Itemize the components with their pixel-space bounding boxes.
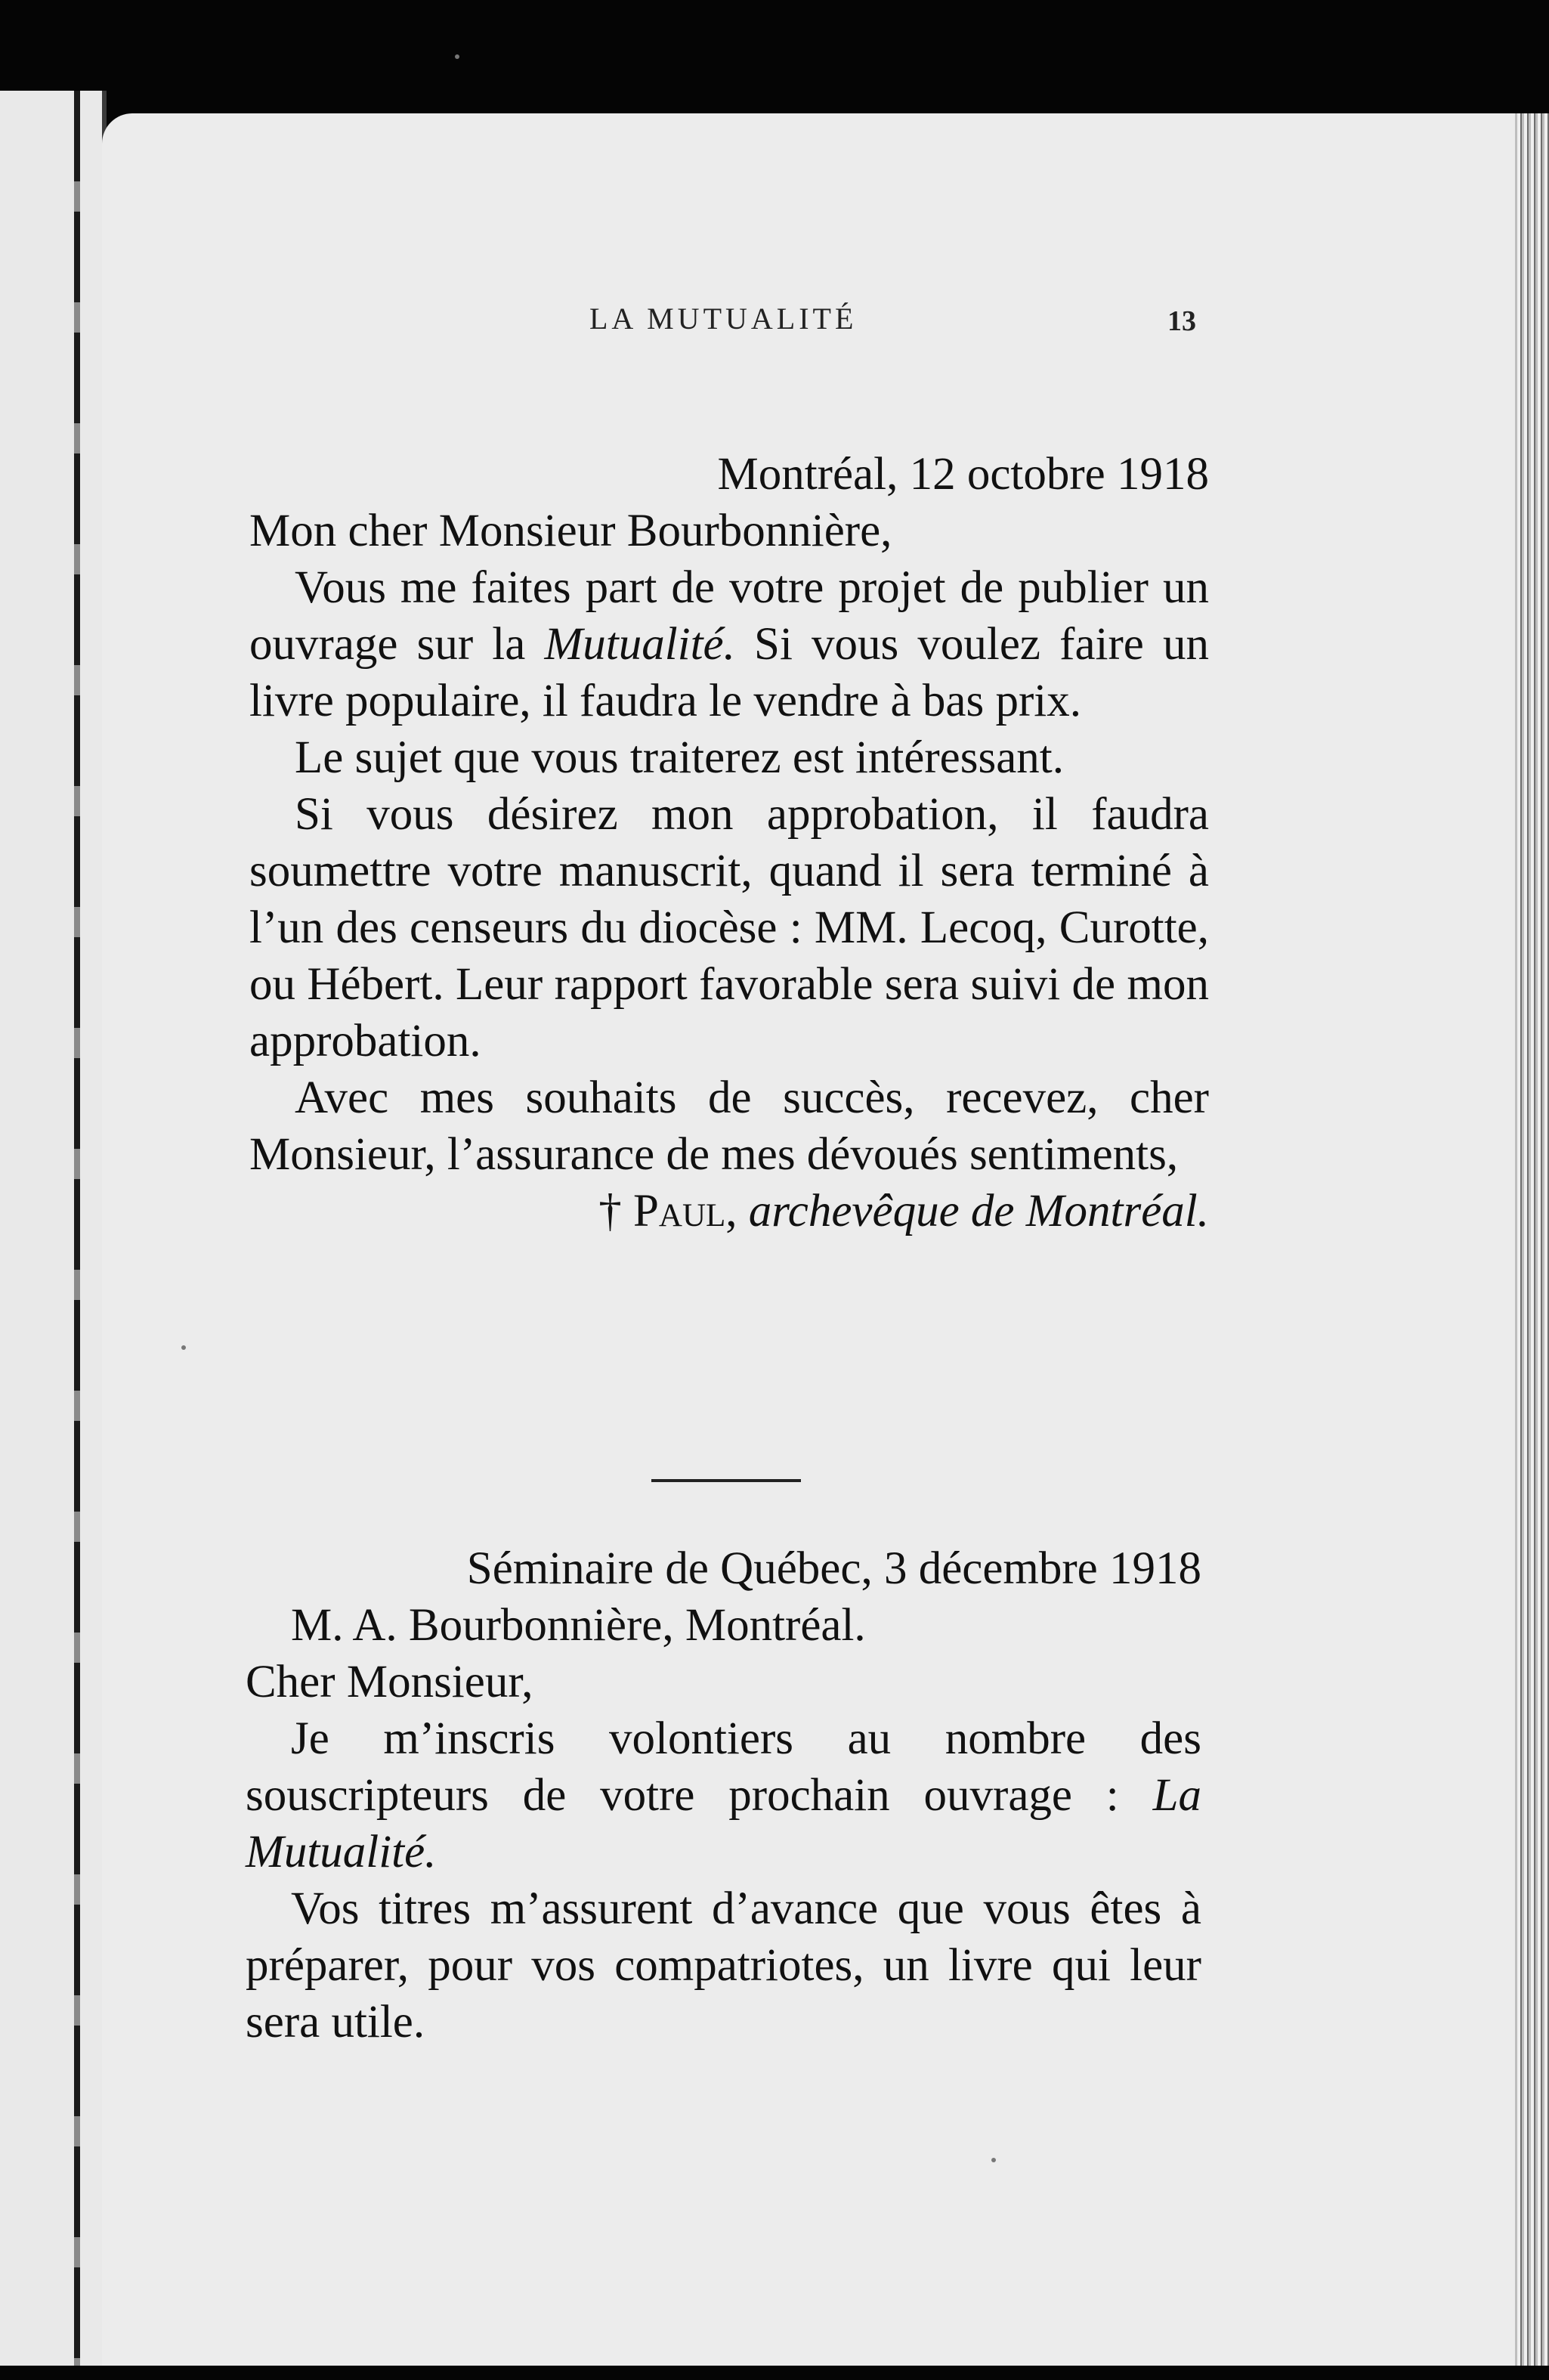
book-binding <box>74 91 80 2366</box>
letter1-salutation: Mon cher Monsieur Bourbonnière, <box>249 506 892 556</box>
page-number: 13 <box>1167 305 1196 337</box>
letter1-paragraph-3: Si vous désirez mon approbation, il faudra soumettre votre manuscrit, quand il sera terminé à l’un des censeurs du diocèse : MM. Lecoq, Curotte, ou Hébert. Leur rapport favorable sera suivi de mon approbation. <box>249 789 1209 1066</box>
letter-seminary <box>246 1540 1201 2050</box>
running-head: LA MUTUALITÉ <box>589 302 858 336</box>
scan-speck <box>181 1345 186 1350</box>
signature-name: Paul, <box>632 1186 737 1236</box>
letter2-dateline: Séminaire de Québec, 3 décembre 1918 <box>466 1543 1201 1594</box>
facing-page-edge <box>0 91 107 2366</box>
letter1-p1-rest: Si vous voulez faire un livre populaire, il faudra le vendre à bas prix. <box>249 619 1209 726</box>
letter1-paragraph-2: Le sujet que vous traiterez est intéressant. <box>295 732 1064 783</box>
letter2-addressee: M. A. Bourbonnière, Montréal. <box>291 1600 866 1651</box>
letter2-paragraph-2: Vos titres m’assurent d’avance que vous êtes à préparer, pour vos compatriotes, un livre qui leur sera utile. <box>246 1883 1201 2047</box>
letter1-p1-italic: Mutualité. <box>544 619 735 670</box>
letter2-salutation: Cher Monsieur, <box>246 1657 533 1707</box>
signature-title: archevêque de Montréal. <box>737 1186 1209 1236</box>
letter1-signature <box>249 1183 1209 1240</box>
letter2-p1-text: Je m’inscris volontiers au nombre des souscripteurs de votre prochain ouvrage : <box>246 1713 1201 1821</box>
letter1-paragraph-4: Avec mes souhaits de succès, recevez, cher Monsieur, l’assurance de mes dévoués sentiments, <box>249 1072 1209 1180</box>
scan-speck <box>455 54 459 59</box>
section-divider <box>651 1479 801 1482</box>
letter2-p1-italic: La Mutualité. <box>246 1770 1201 1877</box>
letter1-paragraph-1 <box>249 559 1209 729</box>
cross-mark: † <box>598 1186 633 1236</box>
scan-speck <box>991 2158 996 2162</box>
letter1-dateline: Montréal, 12 octobre 1918 <box>717 449 1209 500</box>
letter1-p1-text: Vous me faites part de votre projet de publier un ouvrage sur la <box>249 562 1209 670</box>
letter2-paragraph-1 <box>246 1710 1201 1880</box>
page-stack-edge <box>1515 113 1549 2366</box>
letter-archbishop <box>249 446 1209 1240</box>
